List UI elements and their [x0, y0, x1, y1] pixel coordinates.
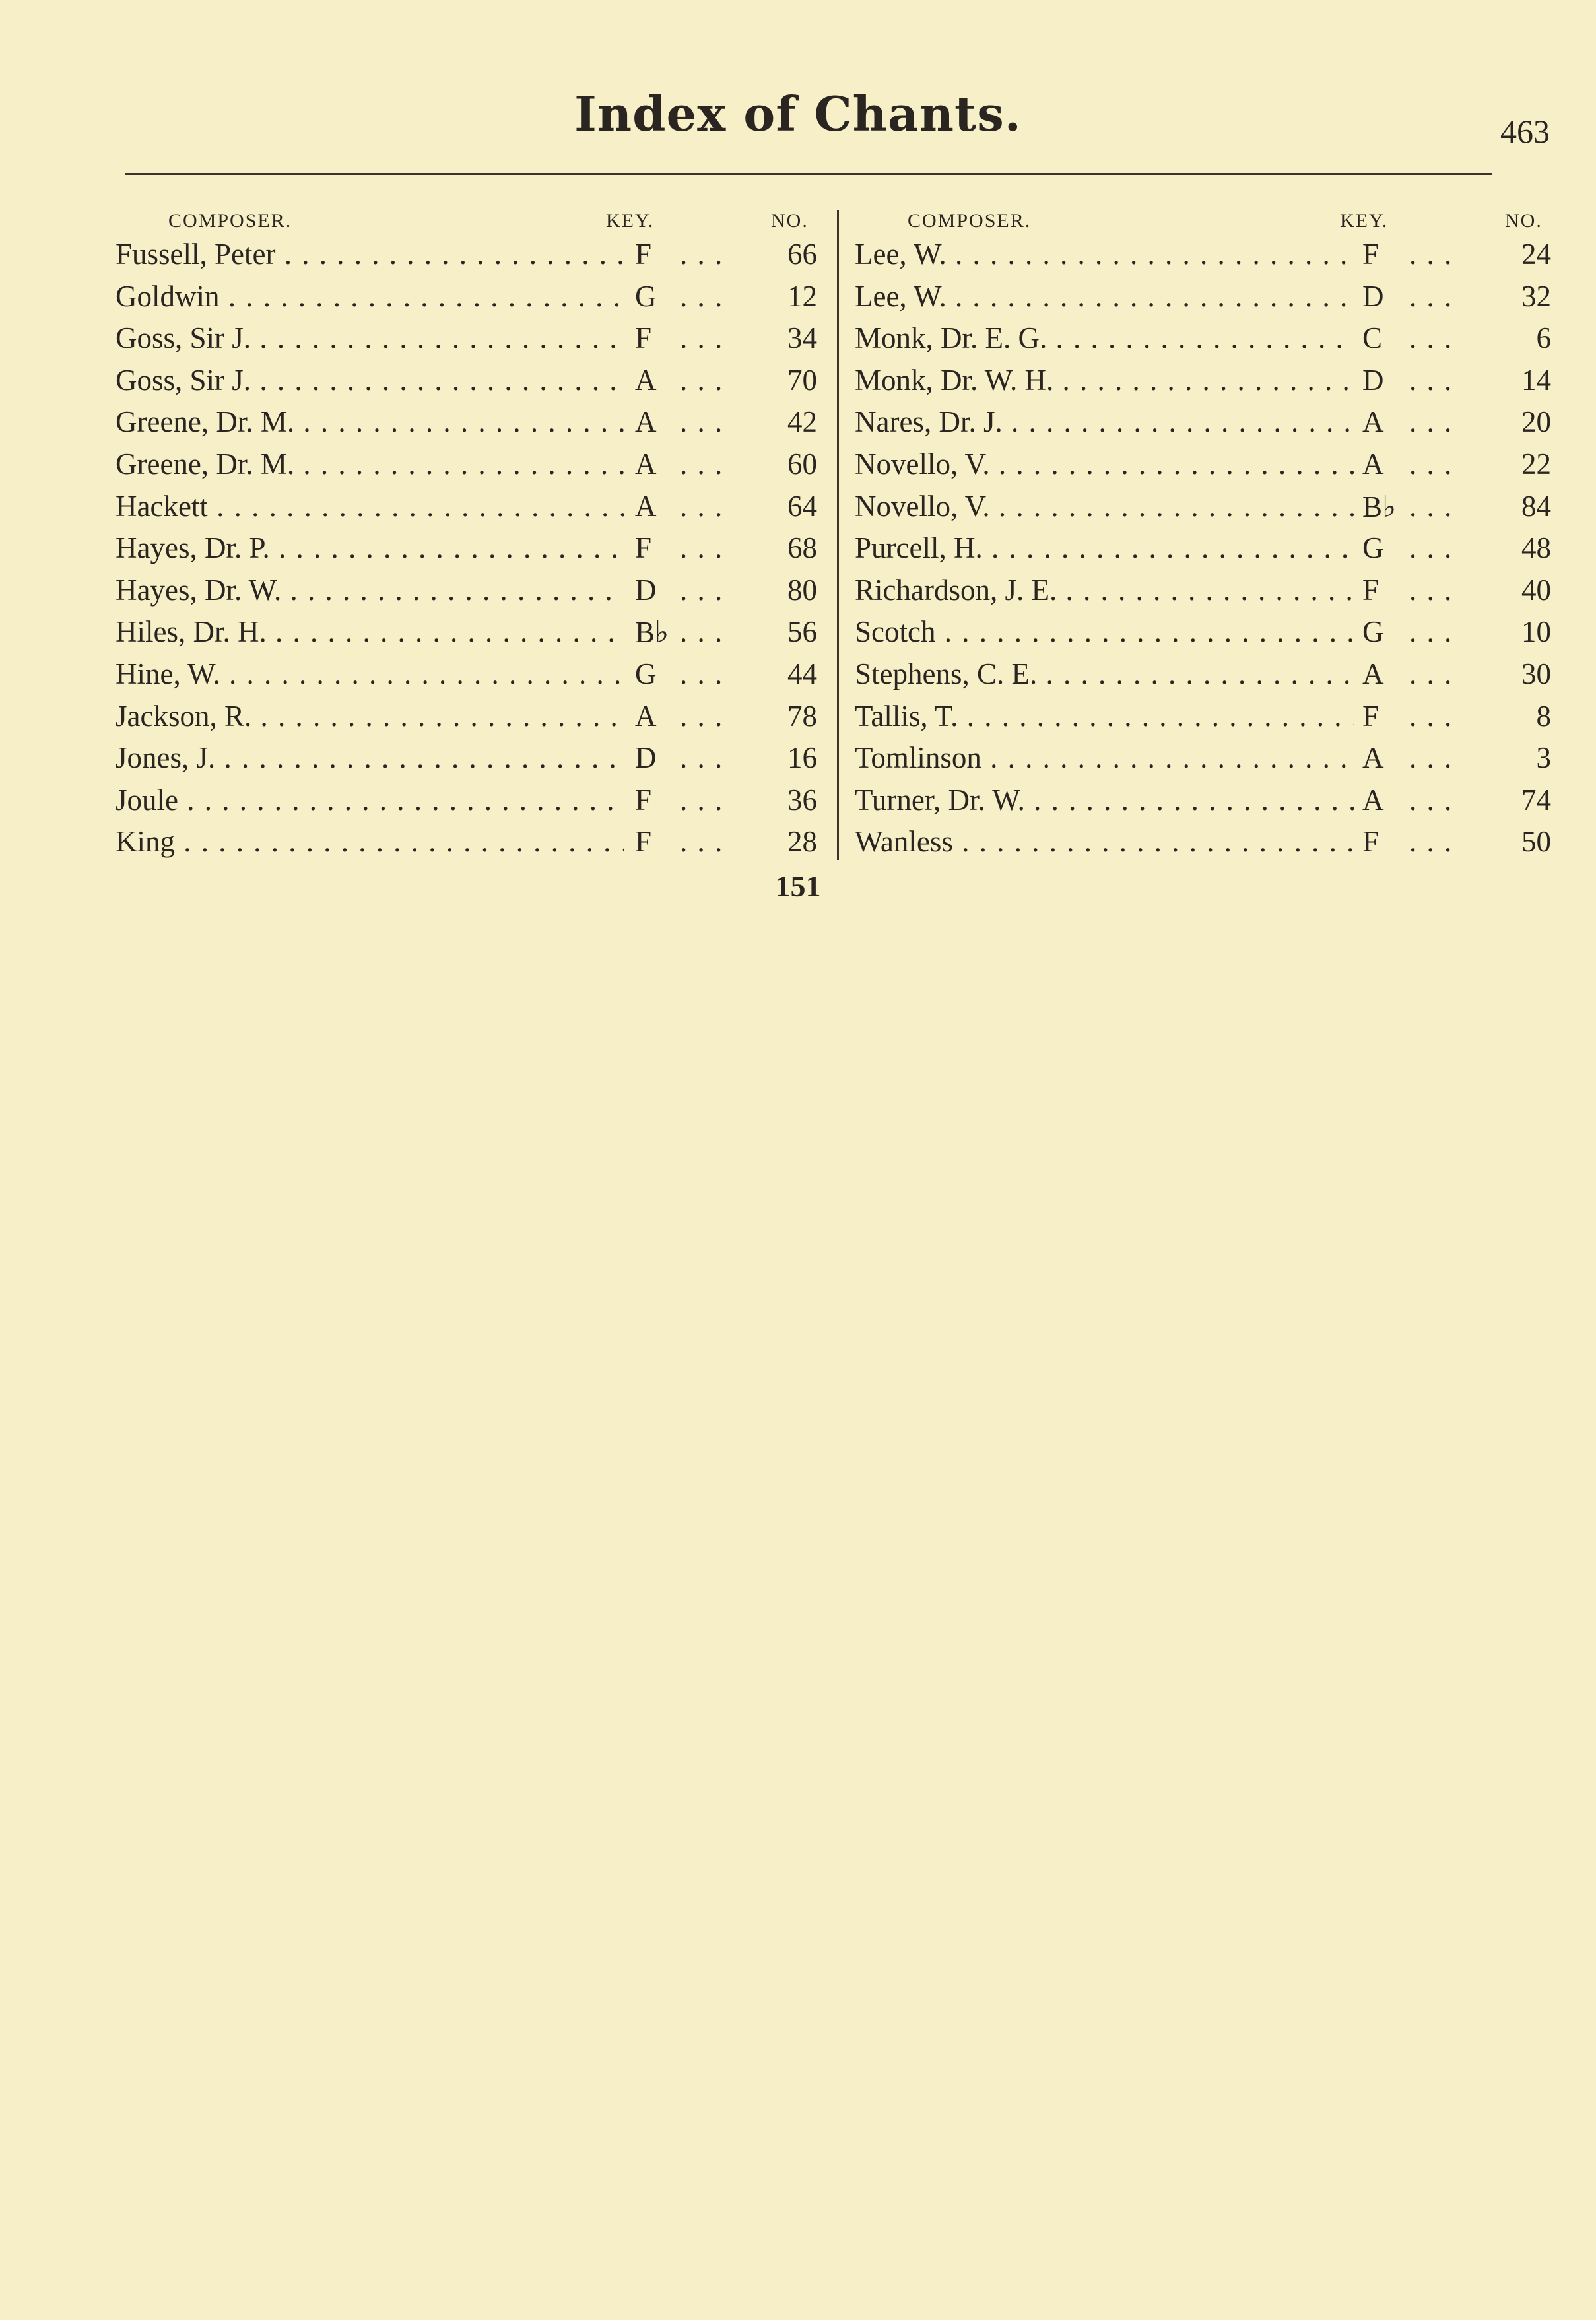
index-entry-row [112, 528, 817, 570]
chant-key: A [627, 489, 681, 523]
chant-number: 36 [787, 783, 817, 816]
composer-name: Jones, J. . . . [116, 741, 624, 775]
chant-key: A [1354, 405, 1409, 439]
composer-name: Novello, V. . . . [855, 489, 1356, 523]
page-number: 463 [1500, 113, 1550, 150]
composer-name: Stephens, C. E. . . . [855, 657, 1356, 691]
dot-leader: . . . [680, 615, 724, 649]
chant-key: F [1354, 237, 1409, 271]
chant-key: G [1354, 614, 1409, 649]
composer-name: Purcell, H. . . . [855, 531, 1356, 565]
dot-leader: . . . [1409, 321, 1453, 355]
dot-leader: . . . [1409, 447, 1453, 481]
composer-name: Hine, W. . . . [116, 657, 624, 691]
composer-name: Turner, Dr. W. . . . [855, 783, 1356, 817]
composer-name: Monk, Dr. E. G. . . . [855, 321, 1356, 355]
chant-key: G [627, 657, 681, 691]
composer-name: Lee, W. . . . [855, 237, 1356, 271]
dot-leader: . . . [680, 321, 724, 355]
chant-number: 50 [1521, 825, 1551, 859]
chant-number: 3 [1536, 741, 1551, 775]
index-entry-row [851, 696, 1551, 739]
index-entry-row [851, 444, 1551, 486]
chant-number: 32 [1521, 279, 1551, 313]
number-heading: NO. [771, 210, 809, 232]
dot-leader: . . . [1409, 279, 1453, 313]
index-entry-row [112, 360, 817, 403]
dot-leader: . . . [680, 405, 724, 439]
composer-name: Tomlinson . . . [855, 741, 1356, 775]
chant-number: 28 [787, 825, 817, 859]
composer-name: Monk, Dr. W. H. . . . [855, 363, 1356, 397]
composer-name: Fussell, Peter . . . [116, 237, 624, 271]
chant-key: D [627, 573, 681, 607]
index-entry-row [112, 612, 817, 654]
chant-key: A [627, 447, 681, 481]
dot-leader: . . . [680, 279, 724, 313]
index-column-right [851, 205, 1551, 864]
index-entry-row [851, 570, 1551, 613]
signature-mark: 151 [775, 869, 821, 903]
index-entry-row [851, 486, 1551, 529]
chant-key: F [627, 531, 681, 565]
dot-leader: . . . [680, 699, 724, 733]
chant-number: 22 [1521, 447, 1551, 481]
composer-name: King . . . [116, 824, 624, 859]
index-entry-row [112, 444, 817, 486]
dot-leader: . . . [680, 825, 724, 859]
chant-number: 16 [787, 741, 817, 775]
composer-name: Greene, Dr. M. . . . [116, 405, 624, 439]
composer-name: Tallis, T. . . . [855, 699, 1356, 733]
chant-key: F [1354, 824, 1409, 859]
chant-number: 6 [1536, 321, 1551, 355]
composer-heading: COMPOSER. [908, 210, 1032, 232]
index-entry-row [112, 780, 817, 822]
chant-number: 10 [1521, 615, 1551, 649]
composer-heading: COMPOSER. [168, 210, 292, 232]
composer-name: Novello, V. . . . [855, 447, 1356, 481]
index-entry-row [851, 277, 1551, 319]
composer-name: Richardson, J. E. . . . [855, 573, 1356, 607]
chant-key: A [1354, 657, 1409, 691]
chant-key: F [1354, 699, 1409, 733]
composer-name: Hiles, Dr. H. . . . [116, 614, 624, 649]
dot-leader: . . . [680, 363, 724, 397]
index-entry-row [112, 822, 817, 864]
chant-number: 48 [1521, 531, 1551, 565]
dot-leader: . . . [1409, 363, 1453, 397]
index-entry-row [112, 318, 817, 360]
chant-number: 30 [1521, 657, 1551, 690]
chant-key: C [1354, 321, 1409, 355]
chant-key: D [1354, 363, 1409, 397]
chant-number: 8 [1536, 699, 1551, 733]
chant-key: F [1354, 573, 1409, 607]
dot-leader: . . . [1409, 615, 1453, 649]
index-entry-row [112, 402, 817, 444]
chant-key: F [627, 783, 681, 817]
chant-number: 64 [787, 489, 817, 523]
composer-name: Hayes, Dr. W. . . . [116, 573, 624, 607]
dot-leader: . . . [680, 238, 724, 271]
index-entry-row [851, 402, 1551, 444]
chant-key: B♭ [1354, 489, 1409, 524]
index-entry-row [851, 612, 1551, 654]
number-heading: NO. [1505, 210, 1543, 232]
composer-name: Goss, Sir J. . . . [116, 321, 624, 355]
index-entry-row [851, 654, 1551, 696]
chant-key: A [1354, 741, 1409, 775]
composer-name: Hackett . . . [116, 489, 624, 523]
index-entry-row [851, 822, 1551, 864]
chant-key: A [627, 363, 681, 397]
chant-number: 66 [787, 238, 817, 271]
composer-name: Scotch . . . [855, 614, 1356, 649]
dot-leader: . . . [680, 783, 724, 816]
dot-leader: . . . [1409, 531, 1453, 565]
chant-number: 12 [787, 279, 817, 313]
dot-leader: . . . [1409, 699, 1453, 733]
dot-leader: . . . [680, 489, 724, 523]
composer-name: Goldwin . . . [116, 279, 624, 314]
chant-number: 42 [787, 405, 817, 439]
index-entry-row [112, 696, 817, 739]
chant-number: 80 [787, 573, 817, 607]
chant-number: 34 [787, 321, 817, 355]
chant-number: 20 [1521, 405, 1551, 439]
dot-leader: . . . [680, 447, 724, 481]
index-column-left [112, 205, 817, 864]
chant-key: A [1354, 783, 1409, 817]
dot-leader: . . . [680, 531, 724, 565]
index-entry-row [851, 780, 1551, 822]
page-title: Index of Chants. [574, 86, 1022, 142]
chant-key: A [627, 699, 681, 733]
composer-name: Jackson, R. . . . [116, 699, 624, 733]
composer-name: Joule . . . [116, 783, 624, 817]
dot-leader: . . . [1409, 657, 1453, 690]
chant-number: 60 [787, 447, 817, 481]
chant-number: 70 [787, 363, 817, 397]
chant-key: G [627, 279, 681, 314]
index-entry-row [112, 570, 817, 613]
index-entry-row [112, 654, 817, 696]
dot-leader: . . . [1409, 489, 1453, 523]
index-entry-row [851, 318, 1551, 360]
chant-number: 44 [787, 657, 817, 690]
chant-number: 56 [787, 615, 817, 649]
dot-leader: . . . [1409, 238, 1453, 271]
chant-number: 74 [1521, 783, 1551, 816]
dot-leader: . . . [680, 573, 724, 607]
index-entry-row [851, 234, 1551, 277]
index-entry-row [851, 738, 1551, 780]
composer-name: Lee, W. . . . [855, 279, 1356, 314]
chant-key: B♭ [627, 614, 681, 649]
chant-number: 14 [1521, 363, 1551, 397]
key-heading: KEY. [1340, 210, 1389, 232]
composer-name: Greene, Dr. M. . . . [116, 447, 624, 481]
chant-key: F [627, 321, 681, 355]
chant-key: D [1354, 279, 1409, 314]
column-header [112, 205, 817, 234]
index-entry-row [112, 277, 817, 319]
dot-leader: . . . [1409, 741, 1453, 775]
index-entry-row [851, 360, 1551, 403]
composer-name: Hayes, Dr. P. . . . [116, 531, 624, 565]
index-entry-row [112, 738, 817, 780]
dot-leader: . . . [1409, 405, 1453, 439]
chant-number: 40 [1521, 573, 1551, 607]
composer-name: Goss, Sir J. . . . [116, 363, 624, 397]
dot-leader: . . . [680, 741, 724, 775]
key-heading: KEY. [606, 210, 655, 232]
composer-name: Nares, Dr. J. . . . [855, 405, 1356, 439]
column-header [851, 205, 1551, 234]
dot-leader: . . . [1409, 825, 1453, 859]
header-rule [125, 173, 1492, 175]
dot-leader: . . . [1409, 783, 1453, 816]
chant-key: A [1354, 447, 1409, 481]
index-entry-row [851, 528, 1551, 570]
chant-key: D [627, 741, 681, 775]
index-entry-row [112, 234, 817, 277]
chant-number: 84 [1521, 489, 1551, 523]
composer-name: Wanless . . . [855, 824, 1356, 859]
chant-key: G [1354, 531, 1409, 565]
index-entry-row [112, 486, 817, 529]
column-divider [837, 210, 839, 860]
dot-leader: . . . [1409, 573, 1453, 607]
chant-key: F [627, 237, 681, 271]
chant-number: 68 [787, 531, 817, 565]
chant-key: F [627, 824, 681, 859]
dot-leader: . . . [680, 657, 724, 690]
chant-key: A [627, 405, 681, 439]
chant-number: 78 [787, 699, 817, 733]
chant-number: 24 [1521, 238, 1551, 271]
